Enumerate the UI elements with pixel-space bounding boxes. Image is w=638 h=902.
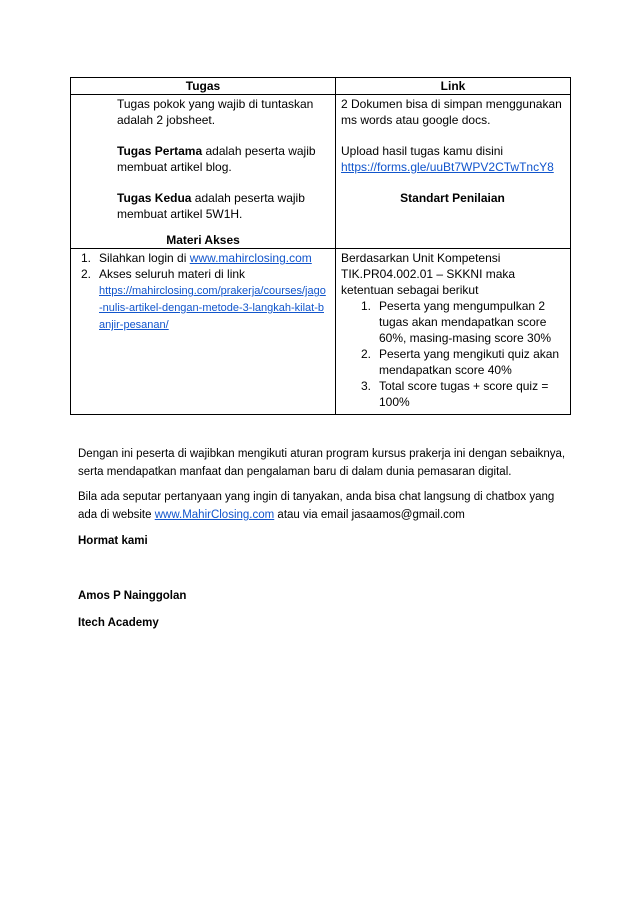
penilaian-intro: Berdasarkan Unit Kompetensi TIK.PR04.002.01 – SKKNI maka ketentuan sebagai berikut bbox=[341, 251, 516, 297]
list-number: 1. bbox=[361, 299, 372, 313]
list-number: 2. bbox=[361, 347, 372, 361]
task-table bbox=[70, 77, 571, 415]
list-item bbox=[81, 266, 329, 333]
akses-cell bbox=[71, 249, 336, 415]
mahirclosing-link[interactable]: www.mahirclosing.com bbox=[189, 251, 312, 265]
tugas-pertama-label: Tugas Pertama bbox=[117, 144, 203, 158]
form-link[interactable]: https://forms.gle/uuBt7WPV2CTwTncY8 bbox=[341, 160, 554, 174]
list-number: 3. bbox=[361, 379, 372, 393]
website-link[interactable]: www.MahirClosing.com bbox=[154, 509, 275, 521]
akses-list bbox=[81, 250, 329, 333]
contact-paragraph bbox=[78, 488, 568, 524]
header-tugas: Tugas bbox=[71, 78, 336, 95]
table-row bbox=[71, 249, 571, 415]
tugas-pertama-text bbox=[117, 143, 329, 175]
contact-text-after: atau via email jasaamos@gmail.com bbox=[274, 509, 465, 521]
standart-penilaian-heading: Standart Penilaian bbox=[400, 191, 505, 205]
signature-name: Amos P Nainggolan bbox=[78, 590, 187, 602]
list-item bbox=[81, 250, 329, 266]
tugas-pokok-text: Tugas pokok yang wajib di tuntaskan adalah 2 jobsheet. bbox=[117, 97, 314, 127]
tugas-kedua-text bbox=[117, 190, 329, 222]
login-text: Silahkan login di bbox=[99, 251, 190, 265]
tugas-kedua-desc: adalah peserta wajib membuat artikel 5W1H. bbox=[117, 191, 305, 221]
tugas-kedua-label: Tugas Kedua bbox=[117, 191, 192, 205]
link-cell bbox=[336, 95, 571, 249]
table-row bbox=[71, 95, 571, 249]
tugas-pertama-desc: adalah peserta wajib membuat artikel blog. bbox=[117, 144, 316, 174]
list-number: 1. bbox=[81, 251, 92, 265]
list-item bbox=[341, 378, 564, 410]
closing-text: Hormat kami bbox=[78, 535, 148, 547]
list-item-text: Total score tugas + score quiz = 100% bbox=[379, 379, 549, 409]
list-item-text: Peserta yang mengumpulkan 2 tugas akan mendapatkan score 60%, masing-masing score 30% bbox=[379, 299, 552, 345]
penilaian-cell bbox=[336, 249, 571, 415]
table-header-row bbox=[71, 78, 571, 95]
contact-text-before: Bila ada seputar pertanyaan yang ingin di tanyakan, anda bisa chat langsung di chatbox yang ada di website bbox=[78, 491, 555, 521]
list-item bbox=[341, 298, 564, 346]
akses-text: Akses seluruh materi di link bbox=[99, 267, 246, 281]
header-link: Link bbox=[336, 78, 571, 95]
list-item-text: Peserta yang mengikuti quiz akan mendapatkan score 40% bbox=[379, 347, 560, 377]
list-number: 2. bbox=[81, 267, 92, 281]
penilaian-list bbox=[341, 298, 564, 410]
dokumen-text: 2 Dokumen bisa di simpan menggunakan ms words atau google docs. bbox=[341, 97, 562, 127]
materi-akses-heading: Materi Akses bbox=[166, 233, 240, 247]
upload-label: Upload hasil tugas kamu disini bbox=[341, 144, 504, 158]
tugas-cell bbox=[71, 95, 336, 249]
list-item bbox=[341, 346, 564, 378]
intro-paragraph: Dengan ini peserta di wajibkan mengikuti aturan program kursus prakerja ini dengan sebaiknya, serta mendapatkan manfaat dan pengalaman baru di dalam dunia pemasaran digital. bbox=[78, 448, 566, 478]
upload-text bbox=[341, 143, 564, 175]
course-link[interactable]: https://mahirclosing.com/prakerja/courses/jago-nulis-artikel-dengan-metode-3-langkah-kilat-banjir-pesanan/ bbox=[99, 285, 326, 331]
signature-organization: Itech Academy bbox=[78, 617, 159, 629]
